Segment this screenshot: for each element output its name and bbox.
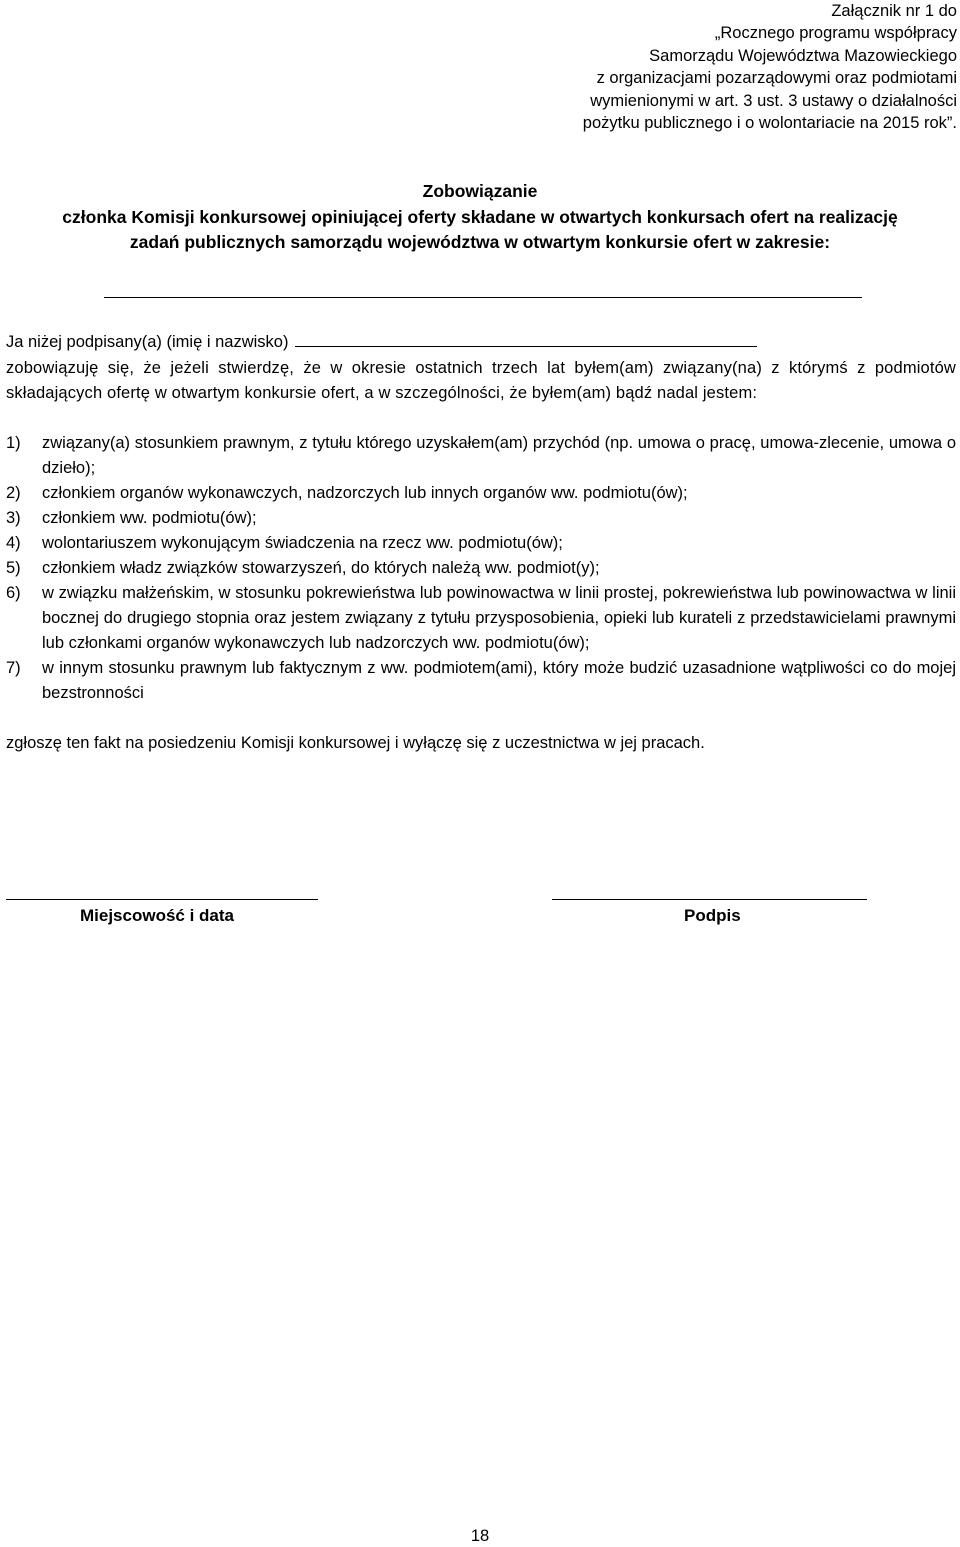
conditions-list (6, 431, 956, 706)
annex-line: z organizacjami pozarządowymi oraz podmiotami (596, 69, 957, 88)
page-number: 18 (470, 1527, 490, 1545)
place-date-label: Miejscowość i data (80, 906, 234, 925)
item-text: związany(a) stosunkiem prawnym, z tytułu którego uzyskałem(am) przychód (np. umowa o pracę, umowa-zlecenie, umowa o dzieło); (42, 434, 956, 477)
list-item (6, 481, 956, 506)
annex-line: „Rocznego programu współpracy (714, 24, 957, 43)
item-number: 4) (6, 534, 21, 552)
item-text: wolontariuszem wykonującym świadczenia na rzecz ww. podmiotu(ów); (42, 534, 563, 552)
list-item (6, 506, 956, 531)
list-item (6, 581, 956, 656)
item-text: członkiem ww. podmiotu(ów); (42, 509, 257, 527)
item-number: 3) (6, 509, 21, 527)
list-item (6, 431, 956, 481)
name-fill-line[interactable] (295, 330, 757, 347)
item-text: w innym stosunku prawnym lub faktycznym z ww. podmiotem(ami), który może budzić uzasadnione wątpliwości co do mojej bezstronności (42, 659, 956, 702)
item-number: 1) (6, 434, 21, 452)
signature-label: Podpis (684, 906, 741, 925)
item-text: w związku małżeńskim, w stosunku pokrewieństwa lub powinowactwa w linii prostej, pokrewieństwa lub powinowactwa w linii bocznej do drugiego stopnia oraz jestem związany z tytułu przysposobienia, opieki lub kurateli z przedstawicielami prawnymi lub członkami organów wykonawczych lub nadzorczych ww. podmiotu(ów); (42, 584, 956, 652)
list-item (6, 531, 956, 556)
list-item (6, 556, 956, 581)
name-label: Ja niżej podpisany(a) (imię i nazwisko) (6, 333, 289, 351)
signature-fill-line[interactable] (552, 899, 867, 900)
title-line: zadań publicznych samorządu województwa w otwartym konkursie ofert w zakresie: (129, 232, 831, 252)
item-text: członkiem organów wykonawczych, nadzorczych lub innych organów ww. podmiotu(ów); (42, 484, 688, 502)
item-number: 7) (6, 659, 21, 677)
topic-fill-line[interactable] (104, 297, 862, 298)
item-number: 2) (6, 484, 21, 502)
annex-line: wymienionymi w art. 3 ust. 3 ustawy o działalności (590, 91, 957, 110)
title-heading: Zobowiązanie (422, 181, 538, 201)
document-title (0, 179, 960, 256)
annex-line: pożytku publicznego i o wolontariacie na 2015 rok”. (582, 114, 957, 133)
item-text: członkiem władz związków stowarzyszeń, do których należą ww. podmiot(y); (42, 559, 600, 577)
annex-line: Załącznik nr 1 do (831, 2, 957, 20)
name-row (6, 330, 956, 355)
annex-note (337, 0, 957, 134)
item-number: 6) (6, 584, 21, 602)
annex-line: Samorządu Województwa Mazowieckiego (649, 46, 957, 65)
intro-paragraph: zobowiązuję się, że jeżeli stwierdzę, że w okresie ostatnich trzech lat byłem(am) związany(na) z którymś z podmiotów składających ofertę w otwartym konkursie ofert, a w szczególności, że byłem(am) bądź nadal jestem: (6, 359, 956, 402)
closing-sentence: zgłoszę ten fakt na posiedzeniu Komisji konkursowej i wyłączę się z uczestnictwa w jej pracach. (6, 734, 705, 752)
place-date-fill-line[interactable] (6, 899, 318, 900)
item-number: 5) (6, 559, 21, 577)
list-item (6, 656, 956, 706)
title-line: członka Komisji konkursowej opiniującej oferty składane w otwartych konkursach ofert na realizację (62, 206, 898, 227)
